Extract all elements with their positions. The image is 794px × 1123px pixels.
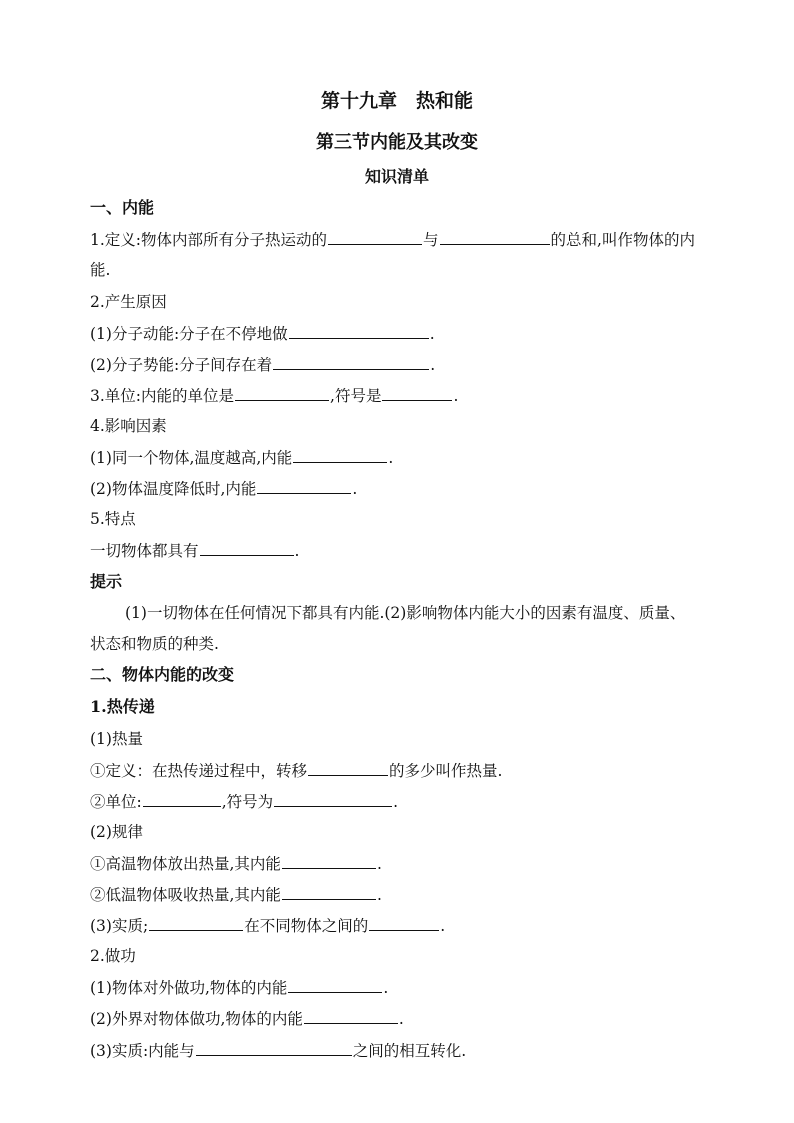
potential-line: (2)分子势能:分子间存在着 . [90, 356, 436, 374]
tip-line-2: 状态和物质的种类. [90, 635, 219, 653]
work-2-line: (2)外界对物体做功,物体的内能 . [90, 1010, 404, 1028]
blank-16[interactable] [369, 915, 439, 931]
chapter-title: 第十九章 热和能 [320, 90, 473, 112]
blank-12[interactable] [274, 791, 392, 807]
definition-cont: 能. [90, 261, 111, 279]
section-title: 第三节内能及其改变 [316, 132, 478, 153]
blank-8[interactable] [257, 478, 351, 494]
blank-13[interactable] [282, 853, 376, 869]
rule-heading: (2)规律 [90, 823, 143, 841]
blank-14[interactable] [282, 884, 376, 900]
blank-19[interactable] [196, 1040, 352, 1056]
heading-change: 二、物体内能的改变 [90, 665, 235, 684]
work-1-line: (1)物体对外做功,物体的内能 . [90, 979, 389, 997]
feature-heading: 5.特点 [90, 510, 136, 528]
blank-1[interactable] [328, 229, 422, 245]
blank-6[interactable] [382, 385, 452, 401]
definition-line: 1.定义:物体内部所有分子热运动的 与 的总和,叫作物体的内 [90, 231, 695, 249]
heat-heading: (1)热量 [90, 730, 143, 748]
factors-heading: 4.影响因素 [90, 417, 167, 435]
cause-heading: 2.产生原因 [90, 293, 167, 311]
blank-9[interactable] [200, 540, 294, 556]
blank-7[interactable] [293, 447, 387, 463]
tip-heading: 提示 [90, 572, 123, 591]
kinetic-line: (1)分子动能:分子在不停地做 . [90, 325, 435, 343]
essence-line: (3)实质; 在不同物体之间的 . [90, 917, 446, 935]
work-3-line: (3)实质:内能与 之间的相互转化. [90, 1042, 467, 1060]
blank-17[interactable] [288, 977, 382, 993]
blank-18[interactable] [304, 1008, 398, 1024]
blank-10[interactable] [308, 760, 388, 776]
rule-1-line: ①高温物体放出热量,其内能 . [90, 855, 382, 873]
unit-line: 3.单位:内能的单位是 ,符号是 . [90, 387, 459, 405]
blank-4[interactable] [273, 354, 429, 370]
blank-2[interactable] [440, 229, 550, 245]
heat-unit-line: ②单位: ,符号为 . [90, 793, 399, 811]
blank-3[interactable] [289, 323, 429, 339]
heat-definition-line: ①定义：在热传递过程中，转移 的多少叫作热量. [90, 762, 503, 780]
blank-5[interactable] [235, 385, 329, 401]
work-heading: 2.做功 [90, 947, 136, 965]
heading-internal-energy: 一、内能 [90, 198, 155, 217]
factor-1-line: (1)同一个物体,温度越高,内能 . [90, 449, 394, 467]
blank-15[interactable] [149, 915, 243, 931]
subtitle: 知识清单 [364, 167, 429, 186]
rule-2-line: ②低温物体吸收热量,其内能 . [90, 886, 382, 904]
heat-transfer-heading: 1.热传递 [90, 697, 155, 716]
factor-2-line: (2)物体温度降低时,内能 . [90, 480, 358, 498]
feature-line: 一切物体都具有 . [90, 542, 300, 560]
blank-11[interactable] [143, 791, 221, 807]
tip-line-1: (1)一切物体在任何情况下都具有内能.(2)影响物体内能大小的因素有温度、质量、 [125, 604, 686, 622]
